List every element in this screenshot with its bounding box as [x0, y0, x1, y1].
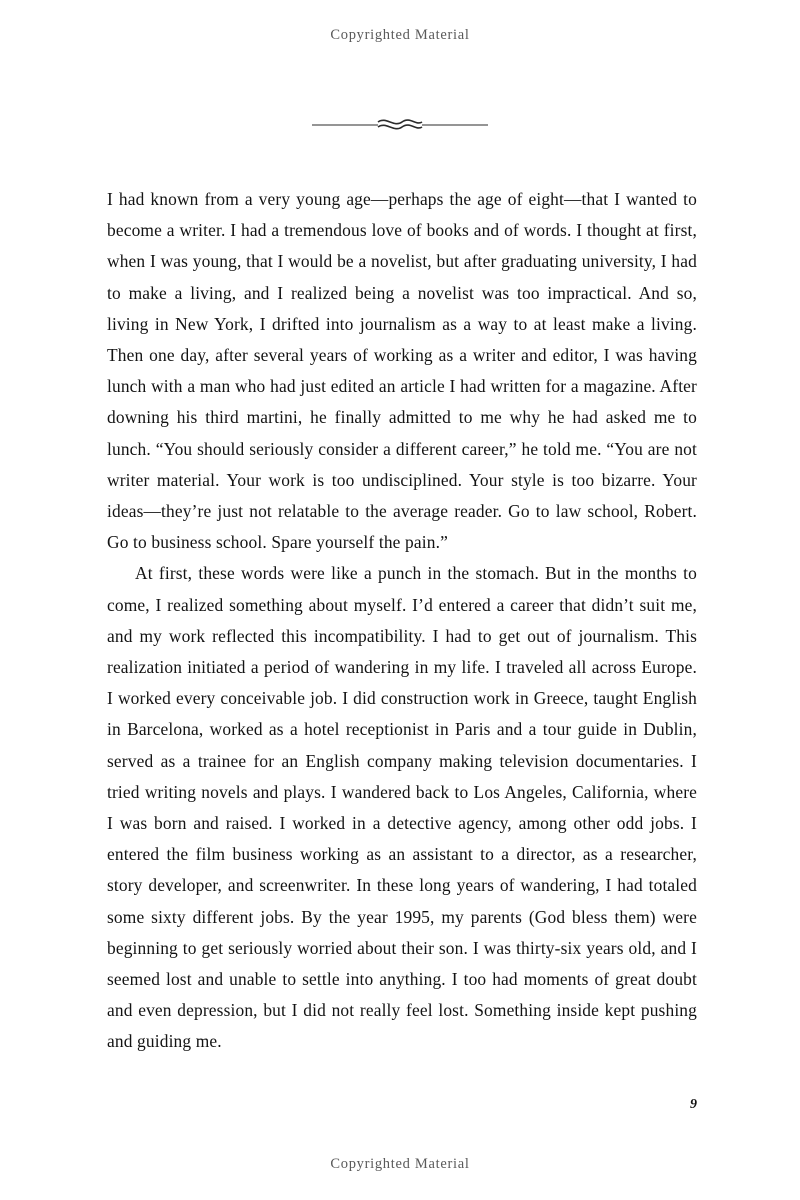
body-text [107, 184, 697, 1058]
paragraph-1: I had known from a very young age—perhaps the age of eight—that I wanted to become a writer. I had a tremendous love of books and of words. I thought at first, when I was young, that I would be a novelist, but after graduating university, I had to make a living, and I realized being a novelist was too impractical. And so, living in New York, I drifted into journalism as a way to at least make a living. Then one day, after several years of working as a writer and editor, I was having lunch with a man who had just edited an article I had written for a magazine. After downing his third martini, he finally admitted to me why he had asked me to lunch. “You should seriously consider a different career,” he told me. “You are not writer material. Your work is too undisciplined. Your style is too bizarre. Your ideas—they’re just not relatable to the average reader. Go to law school, Robert. Go to business school. Spare yourself the pain.” [107, 189, 697, 553]
copyright-watermark-bottom: Copyrighted Material [330, 1156, 470, 1172]
copyright-watermark-top: Copyrighted Material [330, 27, 470, 43]
wave-divider-ornament [312, 112, 488, 138]
paragraph-2: At first, these words were like a punch in the stomach. But in the months to come, I realized something about myself. I’d entered a career that didn’t suit me, and my work reflected this incompatibility. I had to get out of journalism. This realization initiated a period of wandering in my life. I traveled all across Europe. I worked every conceivable job. I did construction work in Greece, taught English in Barcelona, worked as a hotel receptionist in Paris and a tour guide in Dublin, served as a trainee for an English company making television documentaries. I tried writing novels and plays. I wandered back to Los Angeles, California, where I was born and raised. I worked in a detective agency, among other odd jobs. I entered the film business working as an assistant to a director, as a researcher, story developer, and screenwriter. In these long years of wandering, I had totaled some sixty different jobs. By the year 1995, my parents (God bless them) were beginning to get seriously worried about their son. I was thirty-six years old, and I seemed lost and unable to settle into anything. I too had moments of great doubt and even depression, but I did not really feel lost. Something inside kept pushing and guiding me. [107, 563, 697, 1052]
page-number: 9 [690, 1097, 697, 1112]
